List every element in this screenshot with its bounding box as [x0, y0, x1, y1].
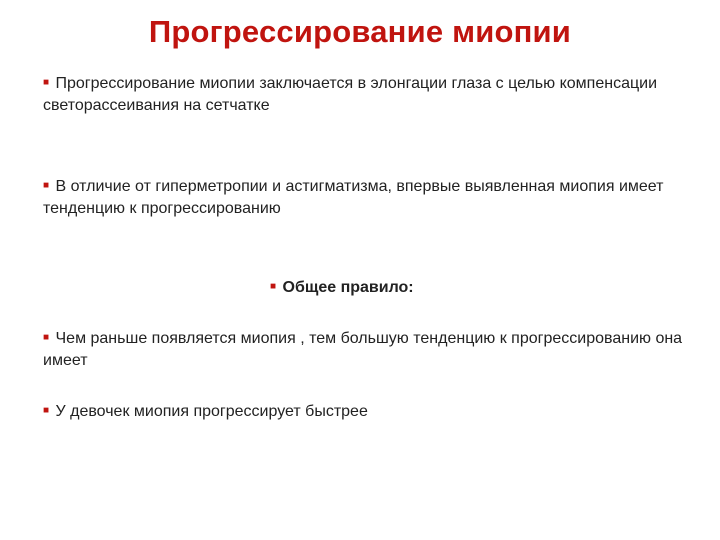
bullet-square-icon: ■ — [43, 77, 50, 88]
bullet-text-1: Прогрессирование миопии заключается в элонгации глаза с целью компенсации светорассеивания на сетчатке — [43, 75, 657, 114]
bullet-square-icon: ■ — [43, 180, 50, 191]
bullet-item-4 — [43, 327, 683, 372]
bullet-item-2 — [43, 175, 683, 220]
bullet-text-5: У девочек миопия прогрессирует быстрее — [55, 403, 368, 420]
slide-title: Прогрессирование миопии — [148, 14, 572, 49]
bullet-item-1 — [43, 72, 683, 117]
bullet-square-icon: ■ — [270, 281, 277, 292]
bullet-item-3 — [270, 276, 570, 299]
bullet-square-icon: ■ — [43, 332, 50, 343]
bullet-square-icon: ■ — [43, 405, 50, 416]
bullet-text-2: В отличие от гиперметропии и астигматизма, впервые выявленная миопия имеет тенденцию к прогрессированию — [43, 178, 664, 217]
bullet-item-5 — [43, 400, 683, 423]
bullet-text-4: Чем раньше появляется миопия , тем большую тенденцию к прогрессированию она имеет — [43, 330, 683, 369]
bullet-text-3: Общее правило: — [282, 279, 414, 296]
